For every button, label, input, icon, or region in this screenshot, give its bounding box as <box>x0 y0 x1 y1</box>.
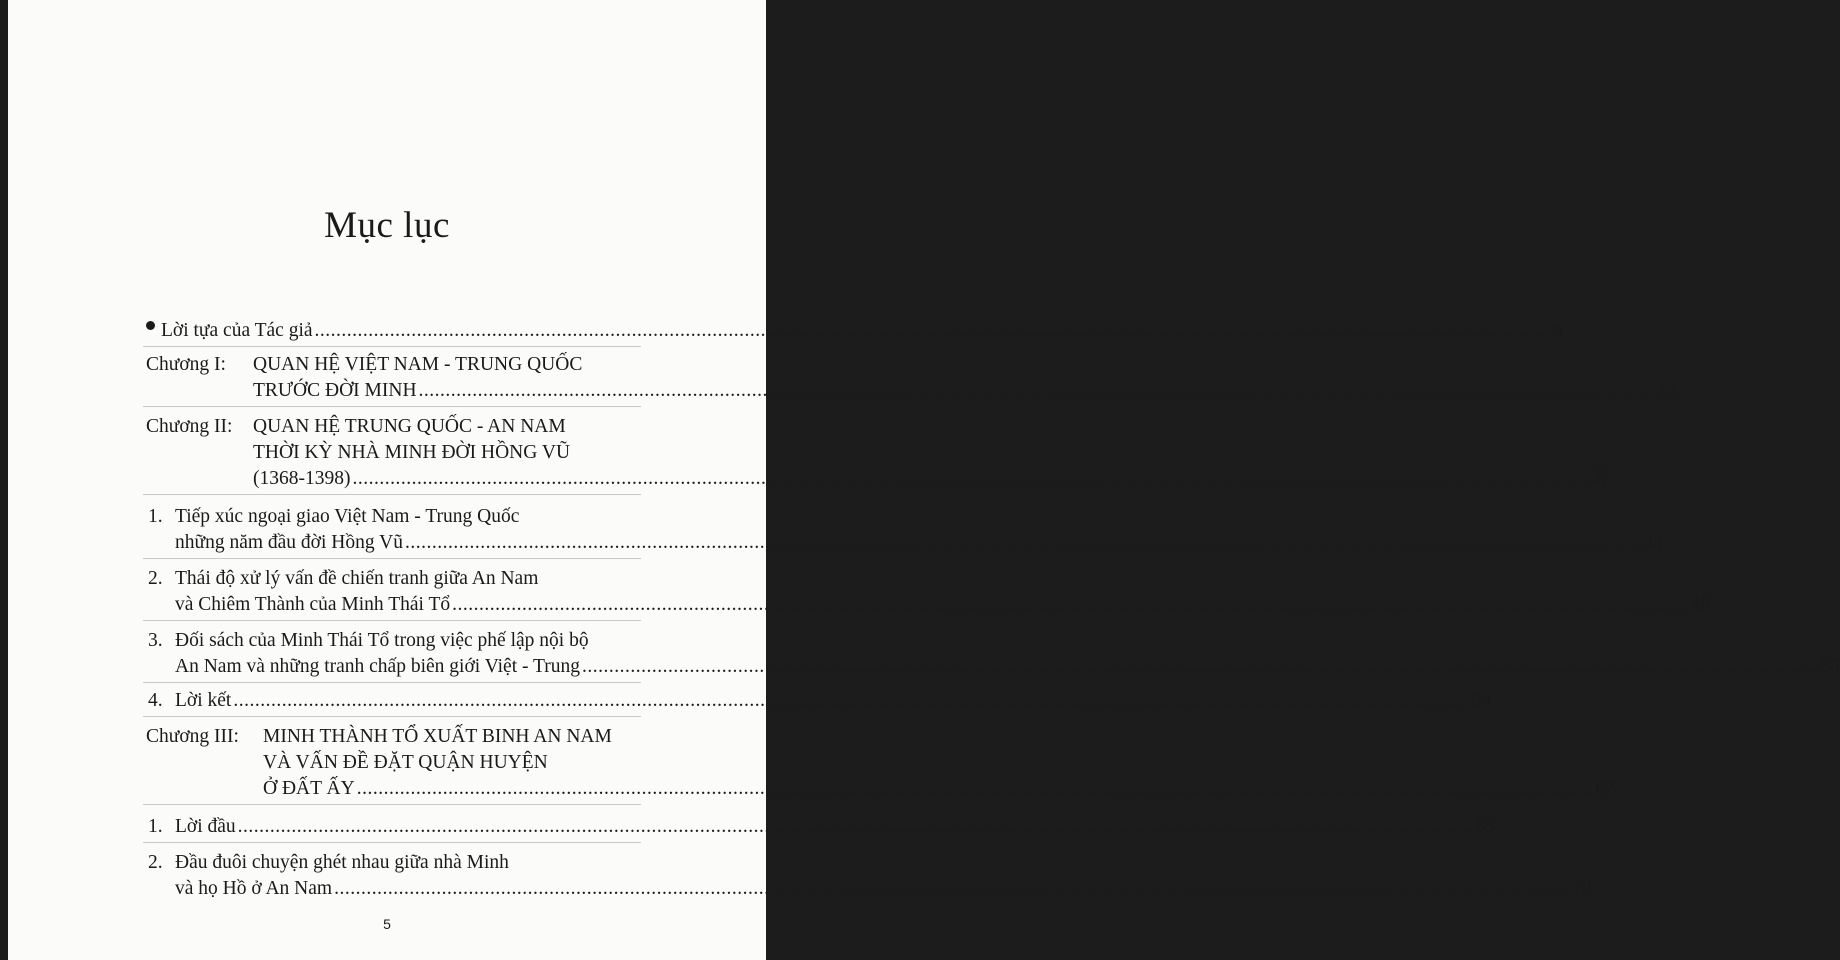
toc-entry-title: Đầu đuôi chuyện ghét nhau giữa nhà Minh <box>175 852 509 873</box>
toc-page-number: 64 <box>1471 690 1492 711</box>
toc-entry-title: Lời tựa của Tác giả <box>161 320 313 341</box>
toc-entry-title: Lời kết <box>175 690 232 711</box>
document-page <box>8 0 1840 960</box>
toc-section-label: 4. <box>148 690 163 711</box>
toc-page-number: 69 <box>1475 816 1496 837</box>
toc-entry-chapter-2[interactable] <box>253 466 1611 492</box>
toc-entry-title: QUAN HỆ VIỆT NAM - TRUNG QUỐC <box>253 354 583 375</box>
toc-chapter-label: Chương I: <box>146 354 226 375</box>
toc-leader: ...................................................................................................................................................................................................................................... <box>314 320 1551 341</box>
separator <box>143 682 641 683</box>
toc-entry-title: Ở ĐẤT ẤY <box>263 778 355 799</box>
toc-entry-title: QUAN HỆ TRUNG QUỐC - AN NAM <box>253 416 566 437</box>
toc-leader: ...................................................................................................................................................................................................................................... <box>334 878 1571 899</box>
toc-entry-title: (1368-1398) <box>253 468 351 489</box>
toc-entry-title: Lời đầu <box>175 816 236 837</box>
toc-page-number: 48 <box>1690 594 1710 615</box>
toc-entry-title: và họ Hồ ở An Nam <box>175 878 333 899</box>
page-title: Mục lục <box>324 205 450 246</box>
toc-leader: ...................................................................................................................................................................................................................................... <box>356 778 1593 799</box>
toc-chapter-label: Chương III: <box>146 726 239 747</box>
separator <box>143 406 641 407</box>
toc-section-label: 2. <box>148 568 163 589</box>
toc-entry-title: MINH THÀNH TỔ XUẤT BINH AN NAM <box>263 726 612 747</box>
toc-leader: ...................................................................................................................................................................................................................................... <box>418 380 1655 401</box>
toc-entry-section[interactable] <box>175 530 1663 556</box>
toc-leader: ...................................................................................................................................................................................................................................... <box>233 690 1470 711</box>
toc-entry-section[interactable] <box>175 814 1496 840</box>
toc-entry-title: Tiếp xúc ngoại giao Việt Nam - Trung Quốc <box>175 506 520 527</box>
toc-page-number: 67 <box>1594 778 1615 799</box>
separator <box>143 842 641 843</box>
toc-section-label: 1. <box>148 816 163 837</box>
separator <box>143 804 641 805</box>
page-number: 5 <box>383 916 391 932</box>
toc-entry-preface[interactable] <box>161 318 1563 344</box>
toc-entry-section[interactable] <box>175 592 1710 618</box>
separator <box>143 620 641 621</box>
toc-entry-title: VÀ VẤN ĐỀ ĐẶT QUẬN HUYỆN <box>263 752 548 773</box>
toc-leader: ...................................................................................................................................................................................................................................... <box>452 594 1689 615</box>
toc-entry-title: và Chiêm Thành của Minh Thái Tổ <box>175 594 451 615</box>
toc-entry-title: những năm đầu đời Hồng Vũ <box>175 532 403 553</box>
toc-entry-chapter-1[interactable] <box>253 378 1677 404</box>
toc-entry-chapter-3[interactable] <box>263 776 1615 802</box>
separator <box>143 558 641 559</box>
toc-page-number: 70 <box>1572 878 1592 899</box>
separator <box>143 346 641 347</box>
toc-leader: ...................................................................................................................................................................................................................................... <box>581 656 1819 677</box>
toc-chapter-label: Chương II: <box>146 416 233 437</box>
toc-entry-section[interactable] <box>175 654 1840 680</box>
toc-entry-title: TRƯỚC ĐỜI MINH <box>253 380 417 401</box>
toc-entry-title: An Nam và những tranh chấp biên giới Việt - Trung <box>175 656 580 677</box>
bullet-icon <box>146 321 155 330</box>
separator <box>143 716 641 717</box>
toc-page-number: 39 <box>1643 532 1663 553</box>
separator <box>143 494 641 495</box>
toc-section-label: 1. <box>148 506 163 527</box>
toc-page-number: 13 <box>1656 380 1677 401</box>
toc-section-label: 3. <box>148 630 163 651</box>
toc-entry-title: THỜI KỲ NHÀ MINH ĐỜI HỒNG VŨ <box>253 442 571 463</box>
toc-leader: ...................................................................................................................................................................................................................................... <box>404 532 1642 553</box>
toc-entry-section[interactable] <box>175 876 1592 902</box>
toc-leader: ...................................................................................................................................................................................................................................... <box>352 468 1589 489</box>
toc-entry-title: Thái độ xử lý vấn đề chiến tranh giữa An Nam <box>175 568 539 589</box>
toc-entry-section[interactable] <box>175 688 1492 714</box>
toc-page-number: 37 <box>1590 468 1611 489</box>
toc-leader: ...................................................................................................................................................................................................................................... <box>237 816 1474 837</box>
toc-page-number: 56 <box>1820 656 1840 677</box>
toc-entry-title: Đối sách của Minh Thái Tổ trong việc phế lập nội bộ <box>175 630 589 651</box>
toc-section-label: 2. <box>148 852 163 873</box>
toc-page-number: 9 <box>1552 320 1563 341</box>
